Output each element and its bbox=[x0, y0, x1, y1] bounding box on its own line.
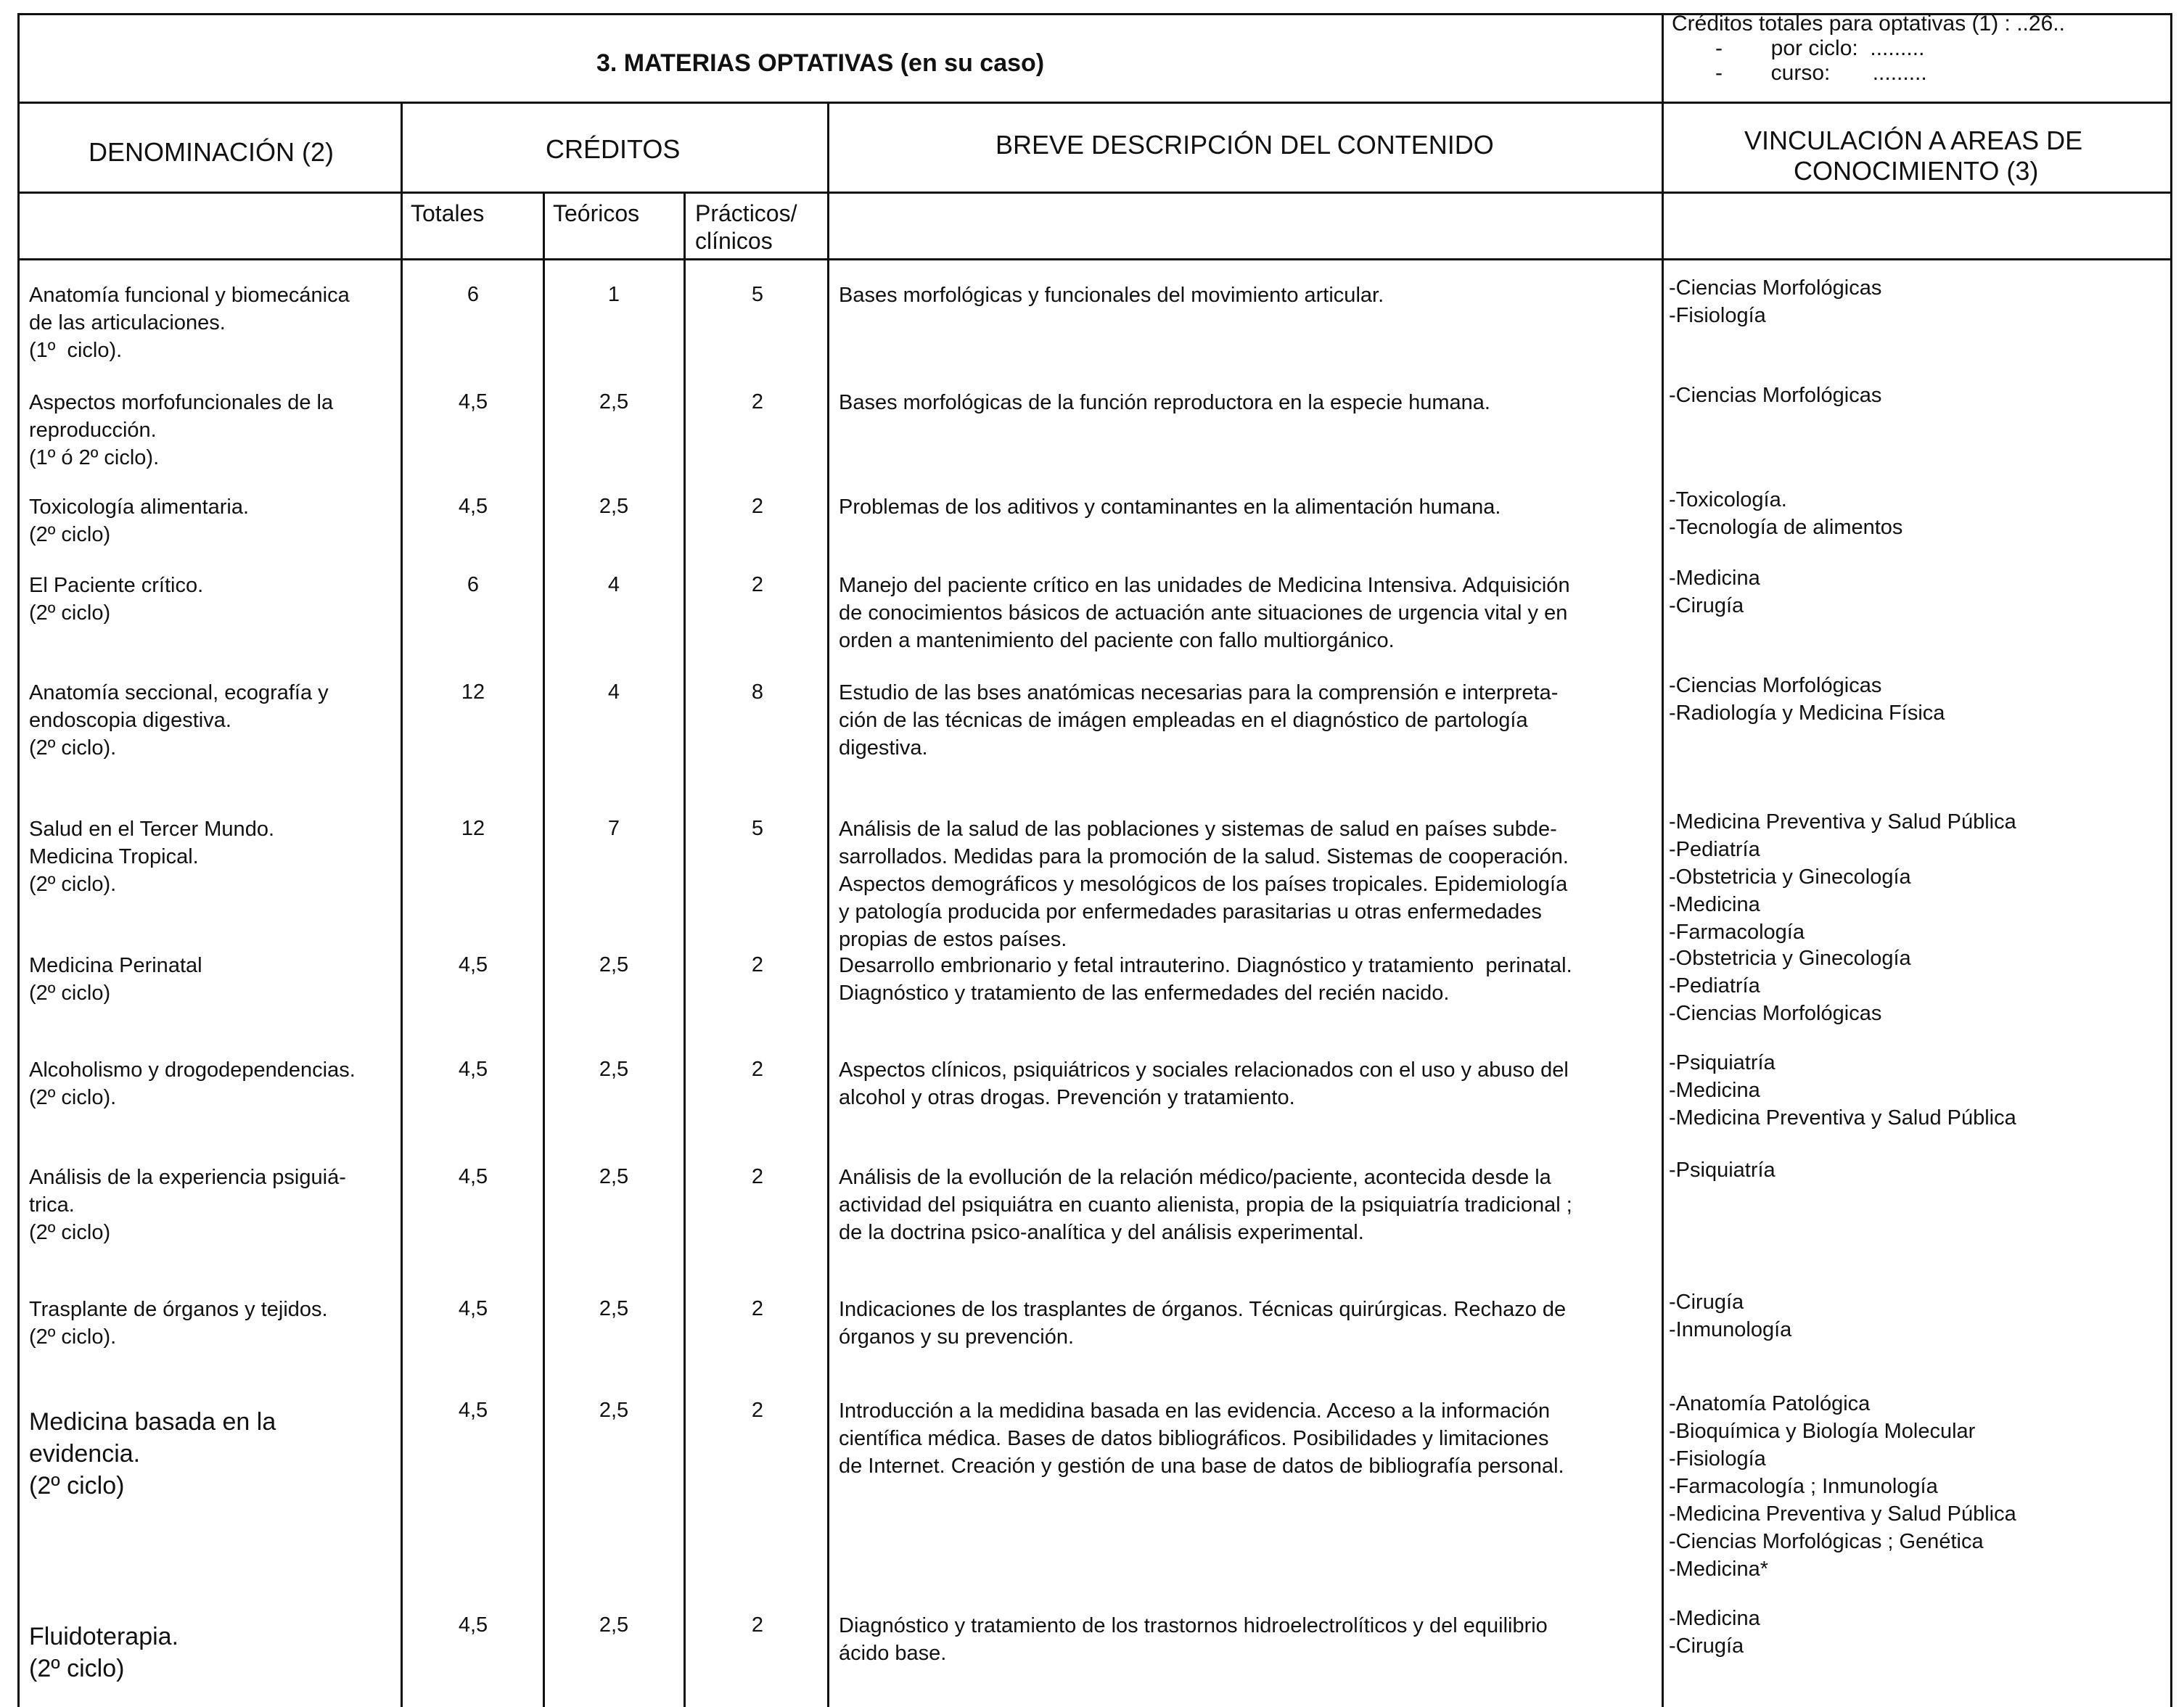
table-left-border bbox=[17, 13, 20, 1707]
course-description-line: actividad del psiquiátra en cuanto alienista, propia de la psiquiatría tradicional ; bbox=[839, 1193, 1572, 1217]
knowledge-areas-line: -Tecnología de alimentos bbox=[1669, 516, 1903, 539]
course-description-line: propias de estos países. bbox=[839, 928, 1067, 951]
course-description-line: Diagnóstico y tratamiento de los trastornos hidroelectrolíticos y del equilibrio bbox=[839, 1614, 1548, 1637]
knowledge-areas bbox=[1669, 274, 2169, 329]
knowledge-areas bbox=[1669, 1605, 2169, 1660]
credits-summary-total: Créditos totales para optativas (1) : ..26.. bbox=[1672, 12, 2065, 36]
knowledge-areas-line: -Inmunología bbox=[1669, 1318, 1792, 1341]
knowledge-areas-line: -Medicina Preventiva y Salud Pública bbox=[1669, 1106, 2016, 1130]
course-name-line: (2º ciclo). bbox=[29, 1325, 117, 1349]
credits-totales: 4,5 bbox=[458, 1399, 488, 1422]
course-description bbox=[839, 572, 1659, 654]
credits-teoricos: 2,5 bbox=[599, 1613, 629, 1637]
page-title: 3. MATERIAS OPTATIVAS (en su caso) bbox=[596, 49, 1045, 77]
course-name-line: Toxicología alimentaria. bbox=[29, 495, 250, 519]
course-name-line: endoscopia digestiva. bbox=[29, 709, 231, 732]
course-name-line: Fluidoterapia. bbox=[29, 1623, 179, 1650]
credits-totales: 12 bbox=[461, 680, 485, 704]
col-divider-denominacion bbox=[401, 102, 403, 1707]
knowledge-areas-line: -Medicina bbox=[1669, 893, 1760, 916]
course-name-line: Análisis de la experiencia psiguiá- bbox=[29, 1166, 346, 1189]
credits-totales: 4,5 bbox=[458, 390, 488, 414]
course-name-line: (2º ciclo). bbox=[29, 1086, 117, 1109]
knowledge-areas bbox=[1669, 672, 2169, 727]
knowledge-areas-line: -Radiología y Medicina Física bbox=[1669, 702, 1945, 725]
credits-practicos: 2 bbox=[751, 1058, 764, 1081]
knowledge-areas-line: -Toxicología. bbox=[1669, 488, 1787, 511]
credits-teoricos: 1 bbox=[607, 283, 620, 306]
credits-summary-ciclo: - por ciclo: ......... bbox=[1715, 36, 1925, 60]
credits-totales: 4,5 bbox=[458, 1297, 488, 1320]
knowledge-areas-line: -Medicina Preventiva y Salud Pública bbox=[1669, 810, 2016, 834]
credits-totales: 4,5 bbox=[458, 1613, 488, 1637]
course-name-line: Aspectos morfofuncionales de la bbox=[29, 391, 334, 414]
knowledge-areas bbox=[1669, 1156, 2169, 1184]
credits-totales: 4,5 bbox=[458, 953, 488, 976]
knowledge-areas bbox=[1669, 808, 2169, 946]
col-divider-creditos bbox=[827, 102, 829, 1707]
header-vinculacion-2: CONOCIMIENTO (3) bbox=[1794, 156, 2039, 186]
course-name-line: evidencia. bbox=[29, 1440, 141, 1468]
course-name-line: (2º ciclo) bbox=[29, 601, 111, 625]
knowledge-areas-line: -Cirugía bbox=[1669, 1291, 1744, 1314]
knowledge-areas-line: -Fisiología bbox=[1669, 304, 1766, 327]
course-description bbox=[839, 493, 1659, 521]
knowledge-areas bbox=[1669, 1390, 2169, 1583]
table-right-border bbox=[2170, 13, 2172, 1707]
course-description bbox=[839, 1056, 1659, 1111]
subheader-teoricos: Teóricos bbox=[553, 200, 640, 226]
knowledge-areas-line: -Ciencias Morfológicas bbox=[1669, 1002, 1882, 1025]
course-name-line: (2º ciclo) bbox=[29, 1472, 125, 1500]
credits-practicos: 5 bbox=[751, 817, 764, 840]
course-name bbox=[29, 1406, 399, 1502]
header-creditos: CRÉDITOS bbox=[546, 134, 681, 164]
course-name bbox=[29, 1296, 399, 1351]
col-divider-teoricos bbox=[683, 192, 686, 1707]
subheader-row-border bbox=[17, 258, 2172, 260]
course-description bbox=[839, 389, 1659, 416]
knowledge-areas-line: -Farmacología bbox=[1669, 921, 1805, 944]
course-description-line: de Internet. Creación y gestión de una base de datos de bibliografía personal. bbox=[839, 1455, 1564, 1478]
course-description-line: de la doctrina psico-analítica y del análisis experimental. bbox=[839, 1221, 1364, 1244]
course-name bbox=[29, 815, 399, 898]
course-name-line: de las articulaciones. bbox=[29, 311, 226, 334]
course-name bbox=[29, 952, 399, 1007]
course-description bbox=[839, 679, 1659, 762]
course-description bbox=[839, 1296, 1659, 1351]
summary-divider bbox=[1662, 13, 1664, 103]
course-description-line: Análisis de la salud de las poblaciones y sistemas de salud en países subde- bbox=[839, 818, 1557, 841]
knowledge-areas-line: -Ciencias Morfológicas bbox=[1669, 674, 1882, 697]
course-description bbox=[839, 815, 1659, 953]
credits-practicos: 2 bbox=[751, 953, 764, 976]
knowledge-areas-line: -Ciencias Morfológicas ; Genética bbox=[1669, 1530, 1984, 1553]
course-description-line: Estudio de las bses anatómicas necesarias para la comprensión e interpreta- bbox=[839, 681, 1559, 704]
credits-summary-curso: - curso: ......... bbox=[1715, 61, 1927, 85]
course-description-line: Problemas de los aditivos y contaminantes en la alimentación humana. bbox=[839, 495, 1501, 519]
course-name-line: Trasplante de órganos y tejidos. bbox=[29, 1298, 328, 1321]
header-denominacion: DENOMINACIÓN (2) bbox=[89, 137, 334, 167]
course-description-line: órganos y su prevención. bbox=[839, 1325, 1075, 1349]
course-description-line: orden a mantenimiento del paciente con fallo multiorgánico. bbox=[839, 629, 1395, 652]
col-divider-descripcion bbox=[1662, 102, 1664, 1707]
course-description-line: Aspectos clínicos, psiquiátricos y sociales relacionados con el uso y abuso del bbox=[839, 1058, 1569, 1082]
knowledge-areas-line: -Psiquiatría bbox=[1669, 1051, 1775, 1074]
course-name bbox=[29, 572, 399, 627]
knowledge-areas-line: -Cirugía bbox=[1669, 1634, 1744, 1658]
knowledge-areas-line: -Medicina bbox=[1669, 1079, 1760, 1102]
knowledge-areas-line: -Obstetricia y Ginecología bbox=[1669, 947, 1911, 970]
credits-teoricos: 2,5 bbox=[599, 390, 629, 414]
course-description-line: y patología producida por enfermedades parasitarias u otras enfermedades bbox=[839, 900, 1542, 924]
course-description bbox=[839, 1612, 1659, 1667]
course-name-line: (2º ciclo) bbox=[29, 1655, 125, 1682]
credits-practicos: 2 bbox=[751, 1399, 764, 1422]
credits-practicos: 2 bbox=[751, 573, 764, 596]
course-description-line: Aspectos demográficos y mesológicos de los países tropicales. Epidemiología bbox=[839, 873, 1568, 896]
knowledge-areas-line: -Obstetricia y Ginecología bbox=[1669, 865, 1911, 889]
credits-teoricos: 2,5 bbox=[599, 1399, 629, 1422]
subheader-practicos-2: clínicos bbox=[695, 228, 773, 254]
knowledge-areas-line: -Medicina bbox=[1669, 1607, 1760, 1630]
header-descripcion: BREVE DESCRIPCIÓN DEL CONTENIDO bbox=[995, 130, 1494, 160]
course-description-line: Introducción a la medidina basada en las evidencia. Acceso a la información bbox=[839, 1399, 1551, 1423]
knowledge-areas-line: -Pediatría bbox=[1669, 974, 1760, 998]
course-description-line: Diagnóstico y tratamiento de las enfermedades del recién nacido. bbox=[839, 982, 1450, 1005]
course-name bbox=[29, 679, 399, 762]
title-row-border bbox=[17, 102, 2172, 104]
course-description-line: Manejo del paciente crítico en las unidades de Medicina Intensiva. Adquisición bbox=[839, 574, 1570, 597]
course-name-line: (2º ciclo) bbox=[29, 982, 111, 1005]
knowledge-areas bbox=[1669, 486, 2169, 541]
credits-practicos: 2 bbox=[751, 1165, 764, 1188]
knowledge-areas bbox=[1669, 945, 2169, 1027]
course-description-line: digestiva. bbox=[839, 736, 928, 760]
course-description bbox=[839, 1397, 1659, 1480]
knowledge-areas-line: -Ciencias Morfológicas bbox=[1669, 384, 1882, 407]
course-description-line: alcohol y otras drogas. Prevención y tratamiento. bbox=[839, 1086, 1295, 1109]
credits-totales: 4,5 bbox=[458, 1165, 488, 1188]
knowledge-areas bbox=[1669, 564, 2169, 620]
course-name-line: Anatomía seccional, ecografía y bbox=[29, 681, 329, 704]
credits-teoricos: 2,5 bbox=[599, 1058, 629, 1081]
knowledge-areas-line: -Bioquímica y Biología Molecular bbox=[1669, 1420, 1976, 1443]
course-name-line: (2º ciclo). bbox=[29, 873, 117, 896]
course-description-line: de conocimientos básicos de actuación ante situaciones de urgencia vital y en bbox=[839, 601, 1568, 625]
knowledge-areas-line: -Pediatría bbox=[1669, 838, 1760, 861]
knowledge-areas-line: -Anatomía Patológica bbox=[1669, 1392, 1871, 1415]
credits-practicos: 2 bbox=[751, 1297, 764, 1320]
course-description bbox=[839, 952, 1659, 1007]
course-name-line: reproducción. bbox=[29, 419, 157, 442]
course-name bbox=[29, 1621, 399, 1685]
course-name-line: trica. bbox=[29, 1193, 75, 1217]
knowledge-areas bbox=[1669, 382, 2169, 409]
course-description-line: científica médica. Bases de datos bibliográficos. Posibilidades y limitaciones bbox=[839, 1427, 1549, 1450]
knowledge-areas-line: -Medicina* bbox=[1669, 1558, 1768, 1581]
credits-practicos: 2 bbox=[751, 1613, 764, 1637]
course-name bbox=[29, 1164, 399, 1246]
course-description bbox=[839, 281, 1659, 309]
course-name bbox=[29, 493, 399, 548]
course-description-line: Bases morfológicas de la función reproductora en la especie humana. bbox=[839, 391, 1490, 414]
knowledge-areas-line: -Cirugía bbox=[1669, 594, 1744, 617]
credits-practicos: 8 bbox=[751, 680, 764, 704]
knowledge-areas-line: -Ciencias Morfológicas bbox=[1669, 276, 1882, 300]
course-description-line: ción de las técnicas de imágen empleadas en el diagnóstico de partología bbox=[839, 709, 1528, 732]
course-name-line: El Paciente crítico. bbox=[29, 574, 204, 597]
credits-totales: 6 bbox=[467, 283, 480, 306]
credits-totales: 4,5 bbox=[458, 495, 488, 518]
course-name-line: Medicina basada en la bbox=[29, 1408, 276, 1436]
course-description bbox=[839, 1164, 1659, 1246]
subheader-totales: Totales bbox=[411, 200, 485, 226]
course-name-line: (2º ciclo) bbox=[29, 1221, 111, 1244]
subheader-practicos-1: Prácticos/ bbox=[695, 200, 797, 226]
header-row-border bbox=[17, 192, 2172, 194]
course-description-line: sarrollados. Medidas para la promoción de la salud. Sistemas de cooperación. bbox=[839, 845, 1569, 868]
course-name-line: Alcoholismo y drogodependencias. bbox=[29, 1058, 356, 1082]
course-name-line: (1º ciclo). bbox=[29, 339, 123, 362]
course-description-line: Desarrollo embrionario y fetal intrauterino. Diagnóstico y tratamiento perinatal. bbox=[839, 954, 1572, 977]
credits-totales: 4,5 bbox=[458, 1058, 488, 1081]
knowledge-areas bbox=[1669, 1049, 2169, 1132]
course-name-line: Salud en el Tercer Mundo. bbox=[29, 818, 275, 841]
credits-practicos: 2 bbox=[751, 390, 764, 414]
knowledge-areas-line: -Fisiología bbox=[1669, 1447, 1766, 1471]
course-name-line: (2º ciclo) bbox=[29, 523, 111, 546]
knowledge-areas-line: -Psiquiatría bbox=[1669, 1159, 1775, 1182]
credits-teoricos: 2,5 bbox=[599, 1165, 629, 1188]
header-vinculacion-1: VINCULACIÓN A AREAS DE bbox=[1744, 126, 2083, 155]
course-name bbox=[29, 389, 399, 472]
col-divider-totales bbox=[543, 192, 545, 1707]
course-name-line: Medicina Tropical. bbox=[29, 845, 199, 868]
course-name-line: (2º ciclo). bbox=[29, 736, 117, 760]
credits-teoricos: 4 bbox=[607, 680, 620, 704]
credits-practicos: 5 bbox=[751, 283, 764, 306]
course-description-line: ácido base. bbox=[839, 1642, 947, 1665]
course-name bbox=[29, 1056, 399, 1111]
credits-summary bbox=[1672, 12, 2065, 86]
knowledge-areas-line: -Medicina Preventiva y Salud Pública bbox=[1669, 1502, 2016, 1526]
course-description-line: Bases morfológicas y funcionales del movimiento articular. bbox=[839, 284, 1384, 307]
credits-totales: 6 bbox=[467, 573, 480, 596]
credits-teoricos: 4 bbox=[607, 573, 620, 596]
course-description-line: Análisis de la evollución de la relación médico/paciente, acontecida desde la bbox=[839, 1166, 1551, 1189]
credits-teoricos: 7 bbox=[607, 817, 620, 840]
knowledge-areas-line: -Farmacología ; Inmunología bbox=[1669, 1475, 1938, 1498]
knowledge-areas-line: -Medicina bbox=[1669, 567, 1760, 590]
knowledge-areas bbox=[1669, 1288, 2169, 1344]
credits-practicos: 2 bbox=[751, 495, 764, 518]
course-name-line: Anatomía funcional y biomecánica bbox=[29, 284, 350, 307]
credits-teoricos: 2,5 bbox=[599, 495, 629, 518]
credits-teoricos: 2,5 bbox=[599, 1297, 629, 1320]
credits-teoricos: 2,5 bbox=[599, 953, 629, 976]
course-description-line: Indicaciones de los trasplantes de órganos. Técnicas quirúrgicas. Rechazo de bbox=[839, 1298, 1567, 1321]
course-name bbox=[29, 281, 399, 364]
credits-totales: 12 bbox=[461, 817, 485, 840]
course-name-line: Medicina Perinatal bbox=[29, 954, 202, 977]
course-name-line: (1º ó 2º ciclo). bbox=[29, 446, 160, 469]
